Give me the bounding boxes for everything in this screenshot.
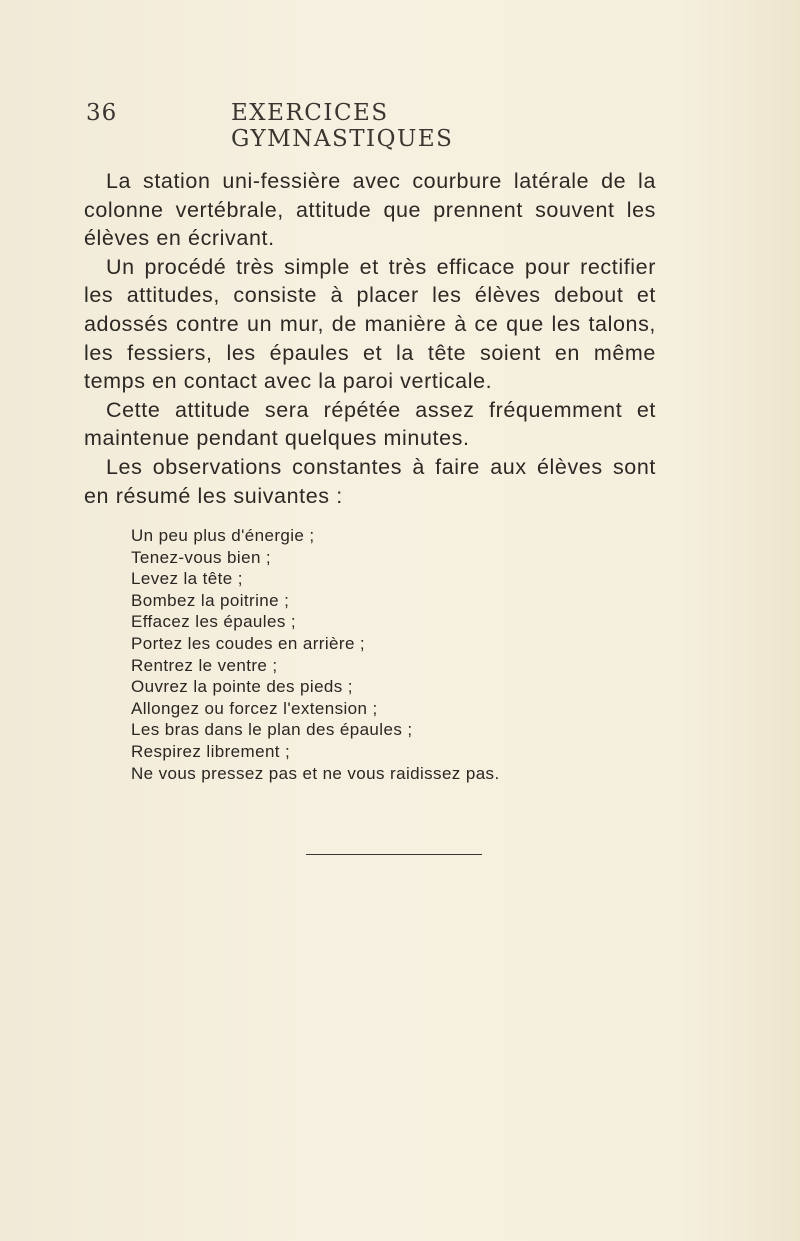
paragraph: Un procédé très simple et très efficace pour rectifier les attitudes, consiste à placer les élèves debout et adossés contre un mur, de manière à ce que les talons, les fessiers, les épaules et la tête soient en même temps en contact avec la paroi verticale.	[84, 254, 656, 394]
body-text	[84, 167, 656, 510]
advice-list	[131, 525, 651, 784]
list-item: Rentrez le ventre ;	[131, 655, 278, 675]
page-title: EXERCICES GYMNASTIQUES	[231, 100, 454, 152]
list-item: Respirez librement ;	[131, 741, 291, 761]
list-item: Levez la tête ;	[131, 569, 243, 589]
list-item: Allongez ou forcez l'extension ;	[131, 698, 378, 718]
list-item: Ouvrez la pointe des pieds ;	[131, 677, 353, 697]
list-item: Bombez la poitrine ;	[131, 590, 290, 610]
page-number: 36	[86, 100, 118, 126]
paragraph: Cette attitude sera répétée assez fréquemment et maintenue pendant quelques minutes.	[84, 397, 656, 451]
list-item: Portez les coudes en arrière ;	[131, 633, 366, 653]
list-item: Tenez-vous bien ;	[131, 547, 272, 567]
running-head	[86, 100, 606, 152]
list-item: Les bras dans le plan des épaules ;	[131, 720, 413, 740]
section-end-rule	[306, 854, 482, 855]
list-item: Ne vous pressez pas et ne vous raidissez pas.	[131, 763, 500, 783]
list-item: Un peu plus d'énergie ;	[131, 526, 315, 545]
paragraph: La station uni-fessière avec courbure latérale de la colonne vertébrale, attitude que prennent souvent les élèves en écrivant.	[84, 169, 656, 251]
paragraph: Les observations constantes à faire aux élèves sont en résumé les suivantes :	[84, 454, 656, 508]
list-item: Effacez les épaules ;	[131, 612, 296, 632]
